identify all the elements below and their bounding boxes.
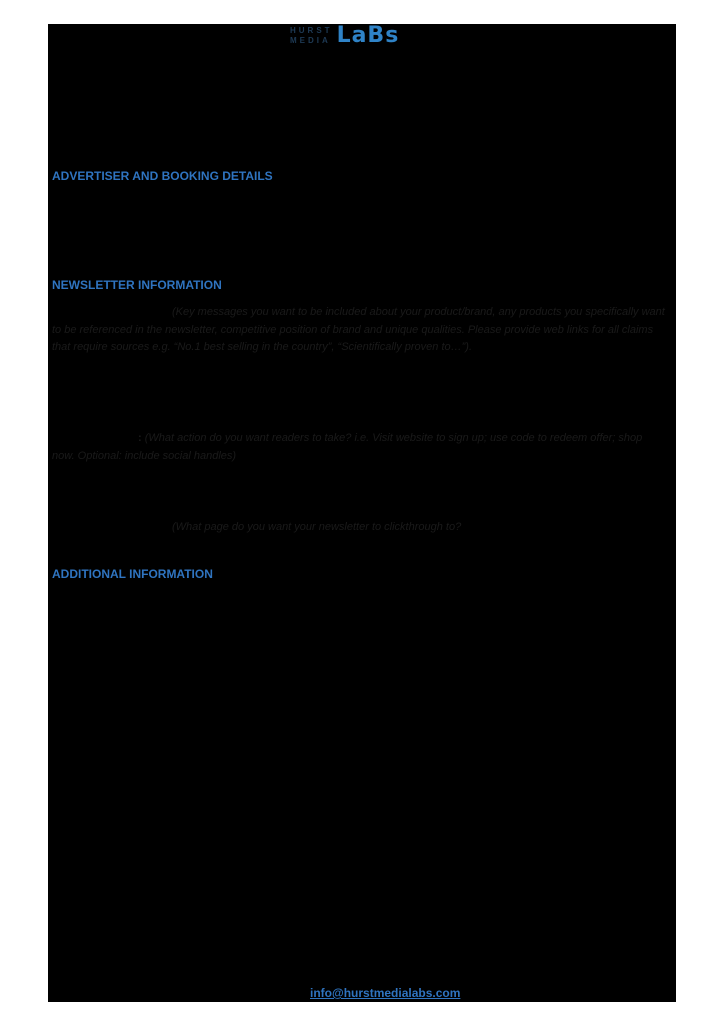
- newsletter-heading: NEWSLETTER INFORMATION: [52, 278, 222, 292]
- logo-small-line-2: MEDIA: [290, 36, 331, 45]
- logo-small-line-1: HURST: [290, 26, 333, 35]
- cta-colon: :: [138, 432, 142, 444]
- logo-wordmark-large: LaBs: [336, 23, 400, 48]
- cta-instructions: [52, 430, 666, 465]
- advertiser-heading: ADVERTISER AND BOOKING DETAILS: [52, 169, 273, 183]
- hurst-media-labs-logo: [290, 25, 399, 47]
- logo-wordmark-small: [290, 26, 333, 46]
- key-messages-instructions: (Key messages you want to be included about your product/brand, any products you specifically want to be referenced in the newsletter, competitive position of brand and unique qualities. Please provide web links for all claims that require sources e.g. “No.1 best selling in the country”, “Scientifically proven to…”).: [52, 306, 665, 353]
- additional-info-heading: ADDITIONAL INFORMATION: [52, 567, 213, 581]
- contact-email-link[interactable]: info@hurstmedialabs.com: [310, 986, 461, 1000]
- cta-instructions-text: (What action do you want readers to take? i.e. Visit website to sign up; use code to redeem offer; shop now. Optional: include social handles): [52, 432, 643, 462]
- clickthrough-instructions: (What page do you want your newsletter to clickthrough to?: [172, 521, 462, 533]
